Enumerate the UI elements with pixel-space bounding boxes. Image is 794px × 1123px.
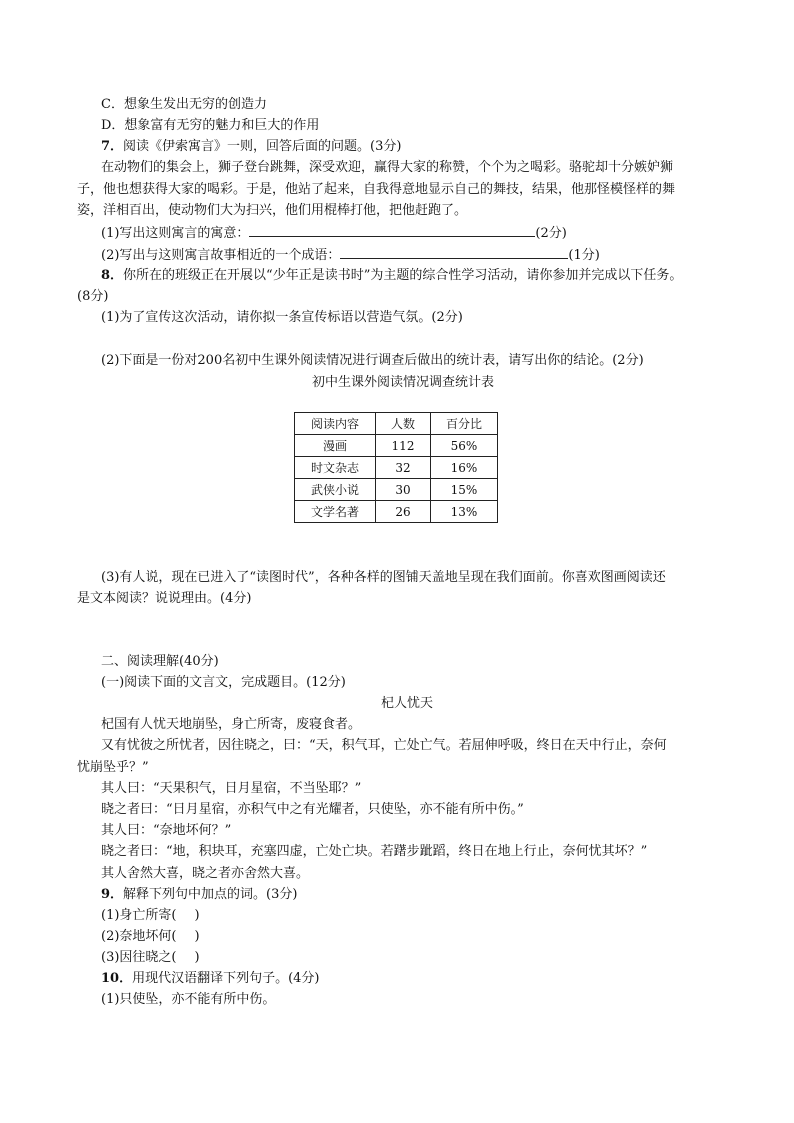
question-9-stem <box>101 885 297 905</box>
header-count: 人数 <box>376 413 431 435</box>
question-9-item <box>101 927 200 947</box>
classical-text-line: 忧崩坠乎？” <box>77 760 149 775</box>
table-row <box>295 435 498 457</box>
question-8-stem <box>101 266 682 286</box>
classical-text-line: 其人曰：“天果积气，日月星宿，不当坠耶？” <box>101 781 362 796</box>
table-row <box>295 479 498 501</box>
question-7-sub2 <box>101 244 600 266</box>
question-7-text: 阅读《伊索寓言》一则，回答后面的问题。(3分) <box>123 139 402 154</box>
classical-text-title: 杞人忧天 <box>381 696 434 711</box>
question-9-number: 9． <box>101 887 124 902</box>
question-7-sub1 <box>101 222 567 244</box>
q7-sub1-label: (1)写出这则寓言的寓意： <box>101 226 250 241</box>
q9-item-text: (2)奈地坏何( <box>101 929 177 944</box>
question-9-text: 解释下列句中加点的词。(3分) <box>123 887 298 902</box>
q7-sub1-answer-line[interactable] <box>249 222 535 237</box>
question-8-sub3-line1: (3)有人说，现在已进入了“读图时代”，各种各样的图铺天盖地呈现在我们面前。你喜欢图画阅读还 <box>101 570 666 585</box>
cell-count: 32 <box>376 457 431 479</box>
question-9-item <box>101 906 200 926</box>
classical-text-line: 晓之者曰：“日月星宿，亦积气中之有光耀者，只使坠，亦不能有所中伤。” <box>101 802 524 817</box>
cell-count: 26 <box>376 501 431 523</box>
q7-sub2-score: (1分) <box>568 248 600 263</box>
cell-count: 112 <box>376 435 431 457</box>
question-7-stem <box>101 137 401 157</box>
q9-close-paren: ) <box>194 950 200 965</box>
q7-sub2-answer-line[interactable] <box>340 244 568 259</box>
classical-text-line: 又有忧彼之所忧者，因往晓之，曰：“天，积气耳，亡处亡气。若屈伸呼吸，终日在天中行止，奈何 <box>101 738 667 753</box>
cell-percent: 15% <box>431 479 498 501</box>
question-7-number: 7． <box>101 139 124 154</box>
q9-close-paren: ) <box>194 929 200 944</box>
q7-sub1-score: (2分) <box>535 226 567 241</box>
cell-content: 时文杂志 <box>295 457 376 479</box>
cell-percent: 16% <box>431 457 498 479</box>
question-8-sub3-line2: 是文本阅读？说说理由。(4分) <box>77 591 252 606</box>
q9-item-text: (3)因往晓之( <box>101 950 177 965</box>
header-percent: 百分比 <box>431 413 498 435</box>
cell-content: 武侠小说 <box>295 479 376 501</box>
table-row <box>295 501 498 523</box>
fable-line-2: 子，他也想获得大家的喝彩。于是，他站了起来，自我得意地显示自己的舞技，结果，他那怪模怪样的舞 <box>77 182 676 197</box>
part-1-instruction: (一)阅读下面的文言文，完成题目。(12分) <box>101 675 346 690</box>
q9-close-paren: ) <box>194 908 200 923</box>
option-d: D．想象富有无穷的魅力和巨大的作用 <box>101 118 320 133</box>
question-8-text: 你所在的班级正在开展以“少年正是读书时”为主题的综合性学习活动，请你参加并完成以下任务。 <box>123 268 683 283</box>
classical-text-line: 其人舍然大喜，晓之者亦舍然大喜。 <box>101 866 310 881</box>
question-9-item <box>101 948 200 968</box>
classical-text-line: 晓之者曰：“地，积块耳，充塞四虚，亡处亡块。若躇步跐蹈，终日在地上行止，奈何忧其坏？” <box>101 844 648 859</box>
cell-percent: 56% <box>431 435 498 457</box>
question-8-sub1: (1)为了宣传这次活动，请你拟一条宣传标语以营造气氛。(2分) <box>101 310 463 325</box>
question-10-text: 用现代汉语翻译下列句子。(4分) <box>132 971 320 986</box>
option-c: C．想象生发出无穷的创造力 <box>101 97 267 112</box>
question-8-number: 8． <box>101 268 124 283</box>
section-2-heading: 二、阅读理解(40分) <box>101 654 219 669</box>
classical-text-line: 其人曰：“奈地坏何？” <box>101 823 232 838</box>
question-8-sub2: (2)下面是一份对200名初中生课外阅读情况进行调查后做出的统计表，请写出你的结论。(2分) <box>101 353 644 368</box>
header-content: 阅读内容 <box>295 413 376 435</box>
cell-content: 漫画 <box>295 435 376 457</box>
table-header-row <box>295 413 498 435</box>
question-10-item-1: (1)只使坠，亦不能有所中伤。 <box>101 992 276 1007</box>
q9-item-text: (1)身亡所寄( <box>101 908 177 923</box>
table-title: 初中生课外阅读情况调查统计表 <box>312 375 495 390</box>
cell-content: 文学名著 <box>295 501 376 523</box>
question-10-stem <box>101 969 320 989</box>
q7-sub2-label: (2)写出与这则寓言故事相近的一个成语： <box>101 248 341 263</box>
fable-line-1: 在动物们的集会上，狮子登台跳舞，深受欢迎，赢得大家的称赞，个个为之喝彩。骆驼却十分嫉妒狮 <box>101 160 674 175</box>
cell-count: 30 <box>376 479 431 501</box>
table-row <box>295 457 498 479</box>
question-8-score: (8分) <box>77 289 109 304</box>
question-10-number: 10． <box>101 971 133 986</box>
fable-line-3: 姿，洋相百出，使动物们大为扫兴，他们用棍棒打他，把他赶跑了。 <box>77 203 468 218</box>
cell-percent: 13% <box>431 501 498 523</box>
classical-text-line: 杞国有人忧天地崩坠，身亡所寄，废寝食者。 <box>101 717 362 732</box>
reading-survey-table <box>294 412 498 523</box>
